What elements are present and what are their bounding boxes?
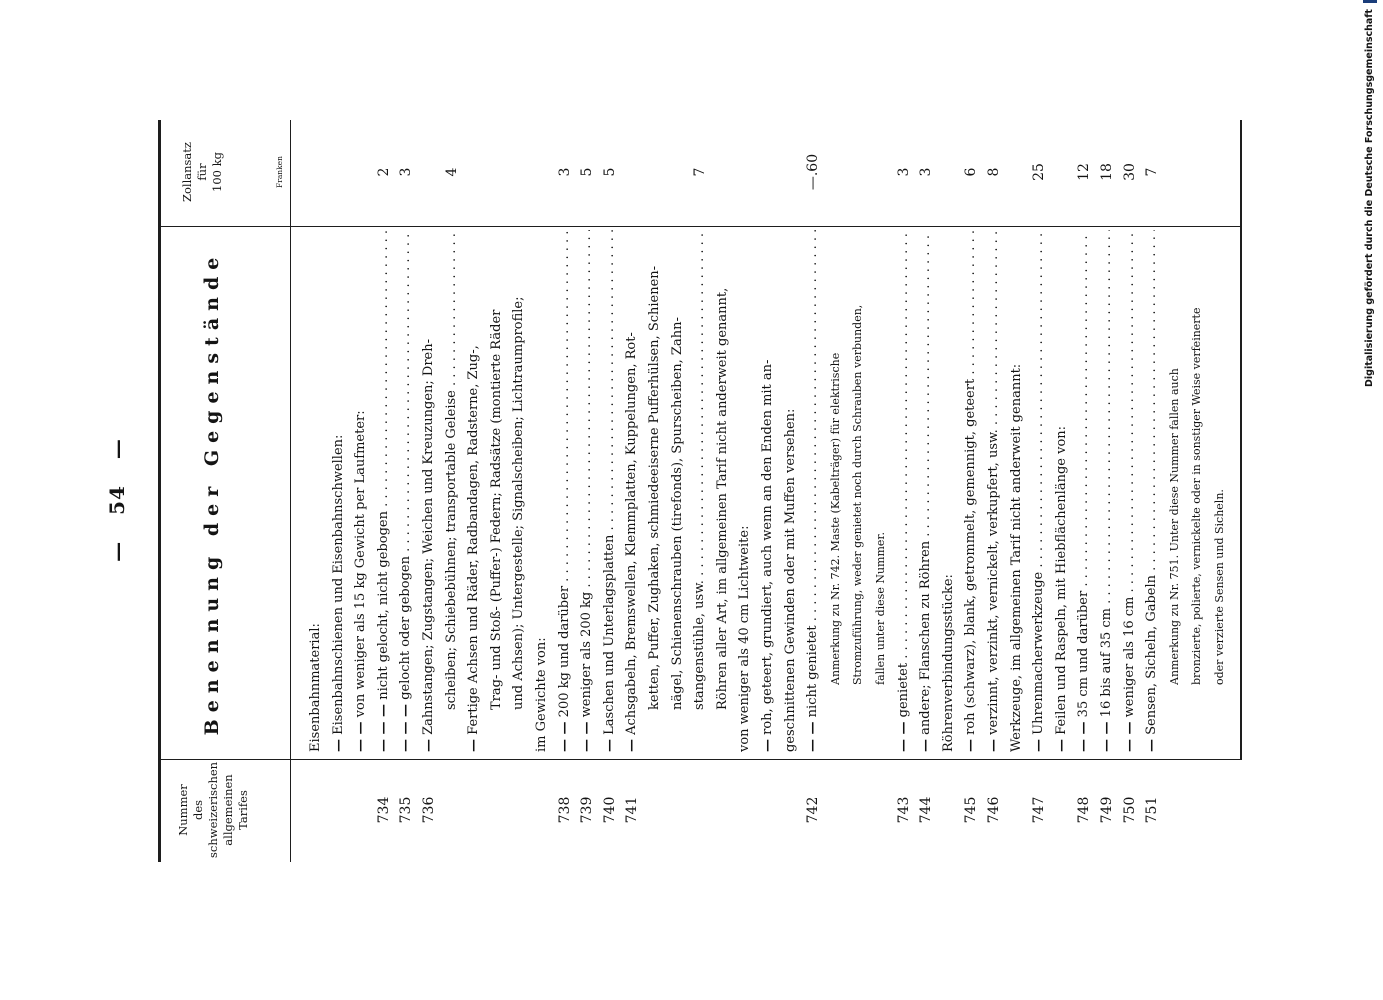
item-description xyxy=(780,230,802,752)
item-text: Anmerkung zu Nr. 742. Maste (Kabelträger) für elektrische xyxy=(828,352,842,685)
item-text: 200 kg und darüber xyxy=(556,585,572,718)
item-description xyxy=(1119,230,1141,752)
item-text: Anmerkung zu Nr. 751. Unter diese Nummer fallen auch xyxy=(1167,368,1181,685)
item-description xyxy=(712,230,734,710)
item-description xyxy=(1186,230,1208,685)
item-description xyxy=(395,230,417,752)
table-bottom-rule xyxy=(1240,120,1242,760)
item-description xyxy=(734,230,756,752)
duty-rate: 30 xyxy=(1121,163,1138,181)
item-text: andere; Flanschen zu Röhren xyxy=(918,540,934,735)
item-text: weniger als 200 kg xyxy=(579,591,595,718)
item-text: im Gewichte von: xyxy=(534,637,549,752)
item-description xyxy=(463,230,485,752)
table-row xyxy=(870,0,892,1000)
duty-rate: 4 xyxy=(443,167,460,177)
table-row xyxy=(712,0,734,1000)
table-top-rule xyxy=(158,120,161,862)
tariff-number: 751 xyxy=(1144,796,1161,824)
table-row xyxy=(802,0,824,1000)
item-description xyxy=(1141,230,1163,752)
item-text: Trag- und Stoß- (Puffer-) Federn; Radsätze (montierte Räder xyxy=(488,309,504,710)
duty-rate: 3 xyxy=(556,167,573,177)
table-row xyxy=(983,0,1005,1000)
indent-dashes: — xyxy=(1144,739,1160,752)
item-description xyxy=(802,230,824,752)
item-text: Eisenbahnschienen und Eisenbahnschwellen: xyxy=(330,434,346,735)
item-text: nägel, Schienenschrauben (tirefonds), Spurscheiben, Zahn- xyxy=(669,317,685,710)
item-description xyxy=(1096,230,1118,752)
page-number: — 54 — xyxy=(105,438,129,562)
item-text: Feilen und Raspeln, mit Hiebflächenlänge von: xyxy=(1053,425,1069,735)
table-header-rule xyxy=(290,120,291,862)
indent-dashes: — — xyxy=(579,721,595,752)
item-text: ketten, Puffer, Zughaken, schmiedeeiserne Pufferhülsen, Schienen- xyxy=(647,265,662,710)
tariff-number: 738 xyxy=(556,796,573,824)
duty-rate: 3 xyxy=(918,167,935,177)
item-text: nicht genietet xyxy=(805,625,821,718)
item-text: 35 cm und darüber xyxy=(1076,590,1092,718)
duty-rate: 5 xyxy=(601,167,618,177)
item-text: oder verzierte Sensen und Sicheln. xyxy=(1213,489,1226,685)
table-row xyxy=(328,0,350,1000)
table-row xyxy=(734,0,756,1000)
item-text: bronzierte, polierte, vernickelte oder in sonstiger Weise verfeinerte xyxy=(1190,307,1204,685)
item-description xyxy=(667,230,689,710)
tariff-number: 742 xyxy=(805,796,822,824)
table-row xyxy=(1073,0,1095,1000)
item-description xyxy=(960,230,982,752)
header-rate-unit: Franken xyxy=(275,156,284,188)
indent-dashes: — xyxy=(986,739,1001,752)
table-row xyxy=(825,0,847,1000)
duty-rate: 3 xyxy=(895,167,912,177)
tariff-number: 743 xyxy=(895,796,912,824)
item-text: von weniger als 40 cm Lichtweite: xyxy=(737,525,753,752)
item-text: scheiben; Schiebebühnen; transportable Geleise xyxy=(443,390,459,710)
item-description xyxy=(983,230,1005,752)
item-description xyxy=(576,230,598,752)
tariff-number: 740 xyxy=(601,796,618,824)
item-text: gelocht oder gebogen xyxy=(398,556,414,700)
table-row xyxy=(757,0,779,1000)
indent-dashes: — — xyxy=(1099,721,1114,752)
indent-dashes: — — xyxy=(353,721,369,752)
table-row xyxy=(847,0,869,1000)
tariff-number: 750 xyxy=(1121,796,1138,824)
table-row xyxy=(508,0,530,1000)
item-description xyxy=(644,230,666,710)
indent-dashes: — xyxy=(421,739,436,752)
item-description xyxy=(621,230,643,752)
table-row xyxy=(350,0,372,1000)
item-text: verzinnt, verzinkt, vernickelt, verkupfert, usw. xyxy=(986,429,1001,735)
duty-rate: 3 xyxy=(398,167,415,177)
item-description xyxy=(441,230,463,710)
indent-dashes: — xyxy=(760,739,775,752)
tariff-number: 749 xyxy=(1099,796,1115,824)
tariff-number: 736 xyxy=(421,796,437,824)
table-row xyxy=(418,0,440,1000)
page-number-value: 54 xyxy=(105,485,129,515)
duty-rate: 12 xyxy=(1076,163,1093,181)
table-row xyxy=(621,0,643,1000)
item-text: von weniger als 15 kg Gewicht per Laufmeter: xyxy=(353,410,369,718)
item-text: nicht gelocht, nicht gebogen xyxy=(375,511,391,700)
item-description xyxy=(847,230,869,685)
item-description xyxy=(893,230,915,752)
indent-dashes: — — xyxy=(1121,721,1137,752)
indent-dashes: — xyxy=(330,739,346,752)
duty-rate: 2 xyxy=(375,167,392,177)
table-row xyxy=(554,0,576,1000)
table-row xyxy=(463,0,485,1000)
item-text: stangenstühle, usw. xyxy=(692,580,708,710)
item-text: Werkzeuge, im allgemeinen Tarif nicht anderweit genannt: xyxy=(1008,363,1024,752)
item-text: Fertige Achsen und Räder, Radbandagen, Radsterne, Zug-, xyxy=(466,345,482,735)
table-row xyxy=(1186,0,1208,1000)
duty-rate: 6 xyxy=(963,167,980,177)
item-description xyxy=(1164,230,1186,685)
item-text: fallen unter diese Nummer. xyxy=(874,532,887,685)
indent-dashes: — — xyxy=(805,721,821,752)
table-row xyxy=(1209,0,1231,1000)
item-text: 16 bis auf 35 cm xyxy=(1099,608,1114,718)
table-row xyxy=(1006,0,1028,1000)
item-text: Sensen, Sicheln, Gabeln xyxy=(1144,575,1160,735)
item-text: roh, geteert, grundiert, auch wenn an den Enden mit an- xyxy=(760,359,775,735)
tariff-number: 746 xyxy=(986,796,1002,824)
table-row xyxy=(893,0,915,1000)
item-description xyxy=(554,230,576,752)
indent-dashes: — — xyxy=(1076,721,1092,752)
item-description xyxy=(373,230,395,752)
item-text: Röhrenverbindungsstücke: xyxy=(940,574,956,752)
table-row xyxy=(1028,0,1050,1000)
duty-rate: —.60 xyxy=(805,153,822,191)
item-description xyxy=(1073,230,1095,752)
item-text: weniger als 16 cm xyxy=(1121,596,1137,718)
item-text: roh (schwarz), blank, getrommelt, gemennigt, geteert xyxy=(963,378,979,735)
tariff-number: 745 xyxy=(963,796,980,824)
duty-rate: 5 xyxy=(579,167,596,177)
duty-rate: 7 xyxy=(692,167,709,177)
table-row xyxy=(938,0,960,1000)
table-row xyxy=(576,0,598,1000)
header-rate-column: Zollansatz für 100 kg xyxy=(180,142,224,202)
table-row xyxy=(667,0,689,1000)
item-text: Uhrenmacherwerkzeuge xyxy=(1031,571,1047,735)
item-description xyxy=(486,230,508,710)
indent-dashes: — — xyxy=(895,721,911,752)
tariff-number: 747 xyxy=(1031,796,1048,824)
item-description xyxy=(508,230,530,710)
table-row xyxy=(305,0,327,1000)
item-description xyxy=(1006,230,1028,752)
header-number-column: Nummer des schweizerischen allgemeinen Tarifes xyxy=(176,761,250,858)
table-row xyxy=(780,0,802,1000)
dfg-logo xyxy=(1363,0,1377,3)
indent-dashes: — xyxy=(601,739,617,752)
item-text: und Achsen); Untergestelle; Signalscheiben; Lichtraumprofile; xyxy=(511,296,527,710)
digitization-credit: Digitalisierung gefördert durch die Deutsche Forschungsgemeinschaft xyxy=(1363,7,1377,387)
item-text: Eisenbahnmaterial: xyxy=(308,623,323,752)
indent-dashes: — — — xyxy=(398,703,414,752)
table-row xyxy=(960,0,982,1000)
item-description xyxy=(418,230,440,752)
item-description xyxy=(531,230,553,752)
header-name-column: Benennung der Gegenstände xyxy=(201,250,223,736)
item-description xyxy=(305,230,327,752)
indent-dashes: — xyxy=(466,739,482,752)
item-description xyxy=(870,230,892,685)
item-text: geschnittenen Gewinden oder mit Muffen versehen: xyxy=(782,408,798,752)
table-row xyxy=(531,0,553,1000)
item-description xyxy=(1028,230,1050,752)
table-row xyxy=(486,0,508,1000)
table-row xyxy=(1051,0,1073,1000)
indent-dashes: — xyxy=(624,739,640,752)
table-row xyxy=(915,0,937,1000)
tariff-number: 735 xyxy=(398,796,415,824)
item-text: genietet xyxy=(895,662,911,718)
tariff-number: 741 xyxy=(624,796,641,824)
duty-rate: 18 xyxy=(1099,163,1115,181)
tariff-number: 748 xyxy=(1076,796,1093,824)
duty-rate: 8 xyxy=(986,167,1002,177)
tariff-number: 734 xyxy=(375,796,392,824)
item-description xyxy=(1051,230,1073,752)
indent-dashes: — — — xyxy=(375,703,391,752)
table-row xyxy=(644,0,666,1000)
item-description xyxy=(1209,230,1231,685)
duty-rate: 25 xyxy=(1031,163,1048,181)
table-row xyxy=(599,0,621,1000)
item-description xyxy=(599,230,621,752)
table-row xyxy=(395,0,417,1000)
item-text: Laschen und Unterlagsplatten xyxy=(601,534,617,735)
indent-dashes: — xyxy=(918,739,934,752)
indent-dashes: — xyxy=(963,739,979,752)
table-row xyxy=(1119,0,1141,1000)
item-text: Stromzuführung, weder genietet noch durch Schrauben verbunden, xyxy=(851,304,865,685)
item-description xyxy=(825,230,847,685)
item-description xyxy=(757,230,779,752)
table-row xyxy=(1164,0,1186,1000)
item-description xyxy=(938,230,960,752)
item-description xyxy=(915,230,937,752)
indent-dashes: — xyxy=(1031,739,1047,752)
item-text: Achsgabeln, Bremswellen, Klemmplatten, Kuppelungen, Rot- xyxy=(624,332,640,735)
item-text: Röhren aller Art, im allgemeinen Tarif nicht anderweit genannt, xyxy=(714,287,730,710)
tariff-number: 744 xyxy=(918,796,935,824)
item-description xyxy=(689,230,711,710)
item-text: Zahnstangen; Zugstangen; Weichen und Kreuzungen; Dreh- xyxy=(421,338,436,735)
indent-dashes: — — xyxy=(556,721,572,752)
item-description xyxy=(350,230,372,752)
table-row xyxy=(373,0,395,1000)
item-description xyxy=(328,230,350,752)
table-row xyxy=(441,0,463,1000)
table-row xyxy=(1141,0,1163,1000)
tariff-number: 739 xyxy=(579,796,596,824)
table-row xyxy=(1096,0,1118,1000)
duty-rate: 7 xyxy=(1144,167,1161,177)
table-row xyxy=(689,0,711,1000)
indent-dashes: — xyxy=(1053,739,1069,752)
